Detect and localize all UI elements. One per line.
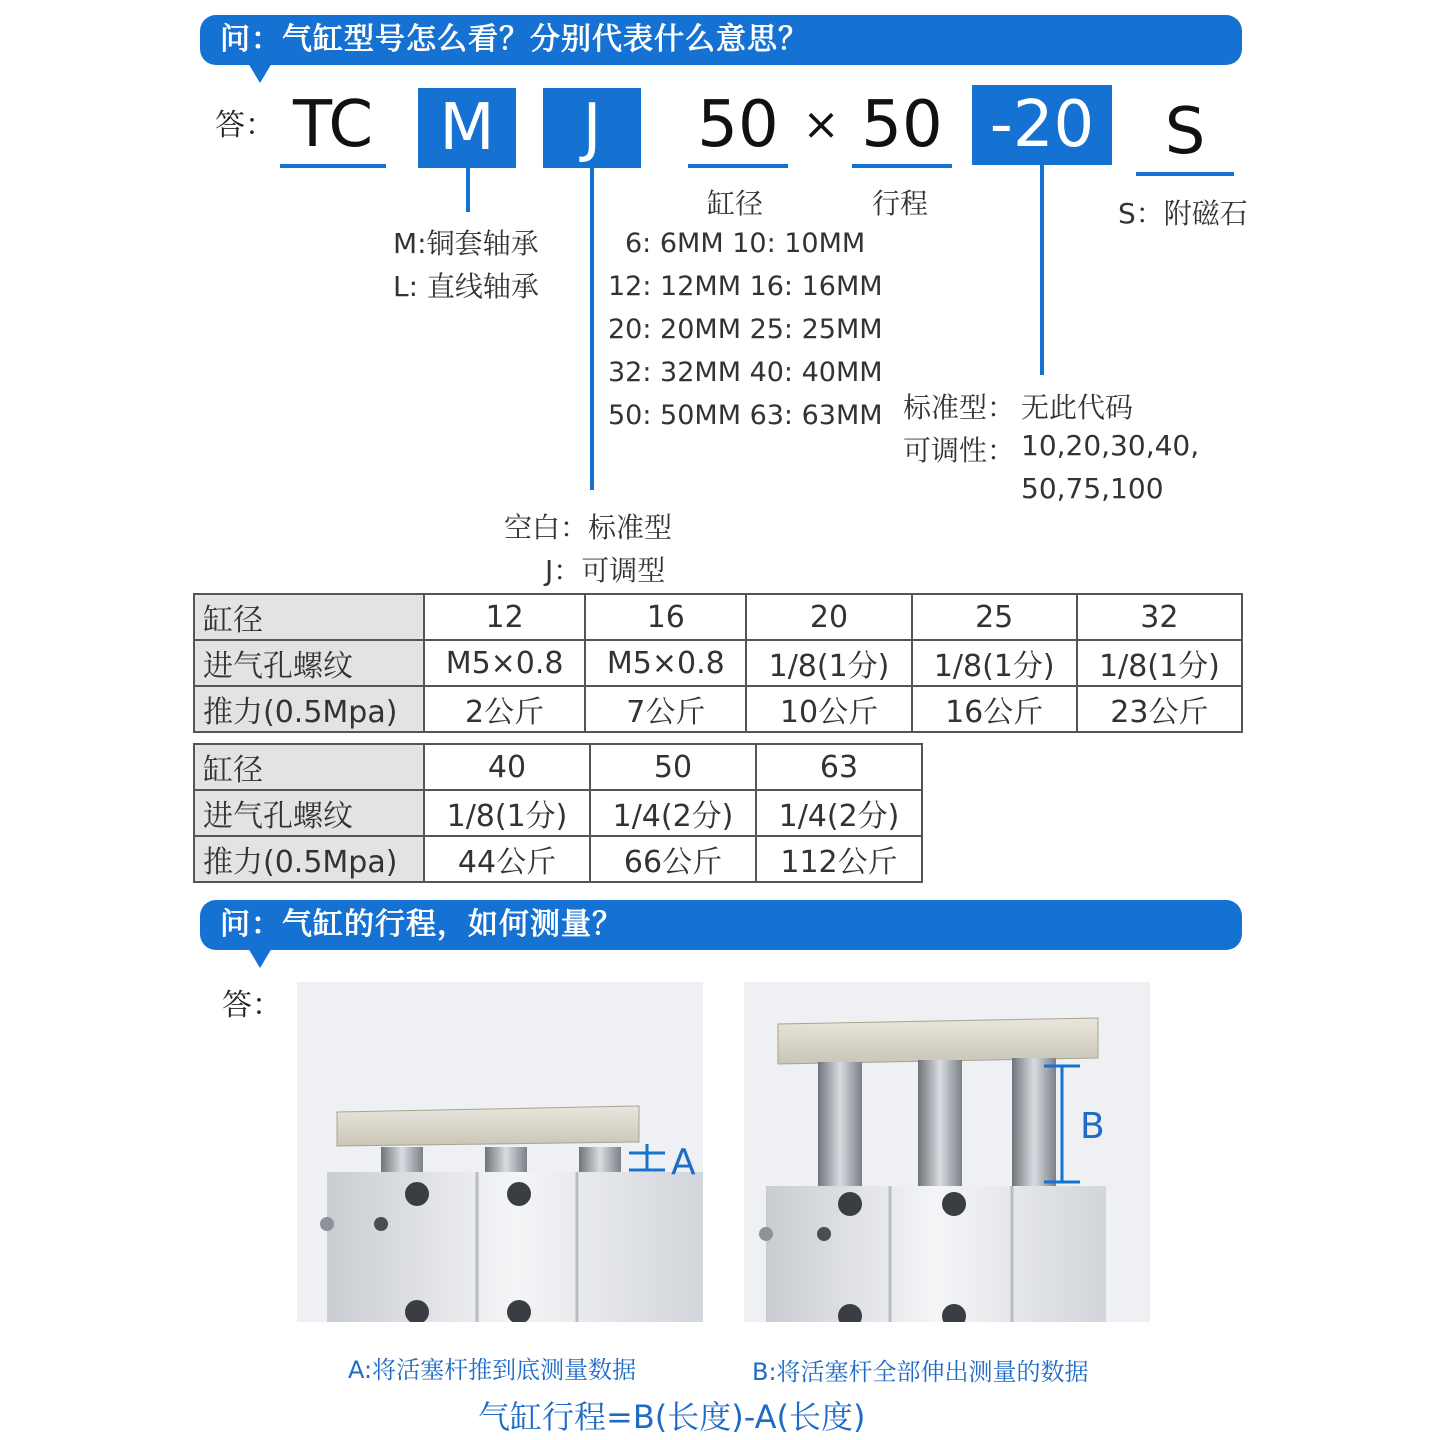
bore-size-line: 6: 6MM 10: 10MM xyxy=(625,228,866,259)
table-row xyxy=(194,744,922,790)
answer-label-2: 答： xyxy=(222,988,282,1023)
question-banner-1 xyxy=(200,15,1242,65)
dimension-label-a: A xyxy=(671,1142,696,1183)
cylinder-photo-extended xyxy=(744,982,1150,1322)
underline-stroke xyxy=(852,164,952,168)
table-cell: 1/8(1分) xyxy=(1077,640,1242,686)
spec-table-2 xyxy=(193,743,923,883)
table-row xyxy=(194,836,922,882)
m-description: M:铜套轴承 xyxy=(393,227,539,260)
table-cell: 63 xyxy=(756,744,922,790)
bore-size-line: 12: 12MM 16: 16MM xyxy=(608,271,883,302)
table-cell: 1/4(2分) xyxy=(756,790,922,836)
question-2-text: 问：气缸的行程，如何测量？ xyxy=(220,907,623,942)
row-header-bore: 缸径 xyxy=(194,744,424,790)
table-row xyxy=(194,686,1242,732)
table-cell: 40 xyxy=(424,744,590,790)
question-1-text: 问：气缸型号怎么看？分别代表什么意思？ xyxy=(220,22,809,57)
model-code-j: J xyxy=(543,88,641,168)
table-cell: 25 xyxy=(912,594,1077,640)
connector-m xyxy=(466,168,470,212)
adjust-standard-value: 无此代码 xyxy=(1021,391,1134,424)
connector-j xyxy=(590,168,594,490)
model-code-adjust: -20 xyxy=(972,85,1112,165)
table-cell: 1/8(1分) xyxy=(746,640,911,686)
table-cell: 10公斤 xyxy=(746,686,911,732)
dimension-label-b: B xyxy=(1080,1106,1105,1147)
bore-label: 缸径 xyxy=(707,187,764,220)
table-cell: 66公斤 xyxy=(590,836,756,882)
adjust-variable-value-1: 10,20,30,40, xyxy=(1021,429,1200,462)
table-cell: 1/8(1分) xyxy=(424,790,590,836)
cylinder-extended-illustration xyxy=(744,982,1150,1322)
model-code-tc: TC xyxy=(292,88,374,162)
model-code-bore: 50 xyxy=(697,88,779,162)
bore-size-list xyxy=(608,222,883,437)
banner-pointer xyxy=(248,948,272,968)
table-cell: 44公斤 xyxy=(424,836,590,882)
cylinder-photo-retracted xyxy=(297,982,703,1322)
cylinder-retracted-illustration xyxy=(297,982,703,1322)
table-cell: M5×0.8 xyxy=(424,640,585,686)
table-cell: 7公斤 xyxy=(585,686,746,732)
table-cell: 2公斤 xyxy=(424,686,585,732)
row-header-port: 进气孔螺纹 xyxy=(194,790,424,836)
table-cell: 112公斤 xyxy=(756,836,922,882)
model-code-times: × xyxy=(802,99,840,150)
table-cell: M5×0.8 xyxy=(585,640,746,686)
adjust-variable-value-2: 50,75,100 xyxy=(1021,472,1164,505)
row-header-force: 推力(0.5Mpa) xyxy=(194,836,424,882)
adjust-variable-key: 可调性： xyxy=(903,434,1016,467)
adjust-standard-key: 标准型： xyxy=(903,391,1016,424)
table-row xyxy=(194,640,1242,686)
table-cell: 12 xyxy=(424,594,585,640)
table-cell: 16 xyxy=(585,594,746,640)
connector-adjust xyxy=(1040,165,1044,375)
stroke-label: 行程 xyxy=(872,187,929,220)
table-cell: 20 xyxy=(746,594,911,640)
row-header-bore: 缸径 xyxy=(194,594,424,640)
underline-bore xyxy=(688,164,788,168)
model-code-m: M xyxy=(418,88,516,168)
bore-size-line: 20: 20MM 25: 25MM xyxy=(608,314,883,345)
j-adjust-description: J：可调型 xyxy=(545,554,666,587)
caption-b: B:将活塞杆全部伸出测量的数据 xyxy=(752,1358,1089,1386)
table-cell: 16公斤 xyxy=(912,686,1077,732)
underline-s xyxy=(1136,172,1234,176)
spec-table-1 xyxy=(193,593,1243,733)
caption-a: A:将活塞杆推到底测量数据 xyxy=(348,1356,637,1384)
underline-tc xyxy=(280,164,386,168)
table-cell: 1/4(2分) xyxy=(590,790,756,836)
bore-size-line: 32: 32MM 40: 40MM xyxy=(608,357,883,388)
j-blank-description: 空白：标准型 xyxy=(504,511,673,544)
model-code-s: S xyxy=(1164,95,1206,169)
table-cell: 50 xyxy=(590,744,756,790)
answer-label-1: 答： xyxy=(215,108,275,143)
row-header-port: 进气孔螺纹 xyxy=(194,640,424,686)
question-banner-2 xyxy=(200,900,1242,950)
l-description: L: 直线轴承 xyxy=(393,270,539,303)
bore-size-line: 50: 50MM 63: 63MM xyxy=(608,400,883,431)
stroke-formula: 气缸行程=B(长度)-A(长度) xyxy=(478,1398,866,1436)
row-header-force: 推力(0.5Mpa) xyxy=(194,686,424,732)
table-row xyxy=(194,594,1242,640)
model-code-stroke: 50 xyxy=(861,88,943,162)
banner-pointer xyxy=(248,63,272,83)
table-cell: 1/8(1分) xyxy=(912,640,1077,686)
table-cell: 32 xyxy=(1077,594,1242,640)
s-description: S：附磁石 xyxy=(1118,197,1248,230)
table-row xyxy=(194,790,922,836)
table-cell: 23公斤 xyxy=(1077,686,1242,732)
